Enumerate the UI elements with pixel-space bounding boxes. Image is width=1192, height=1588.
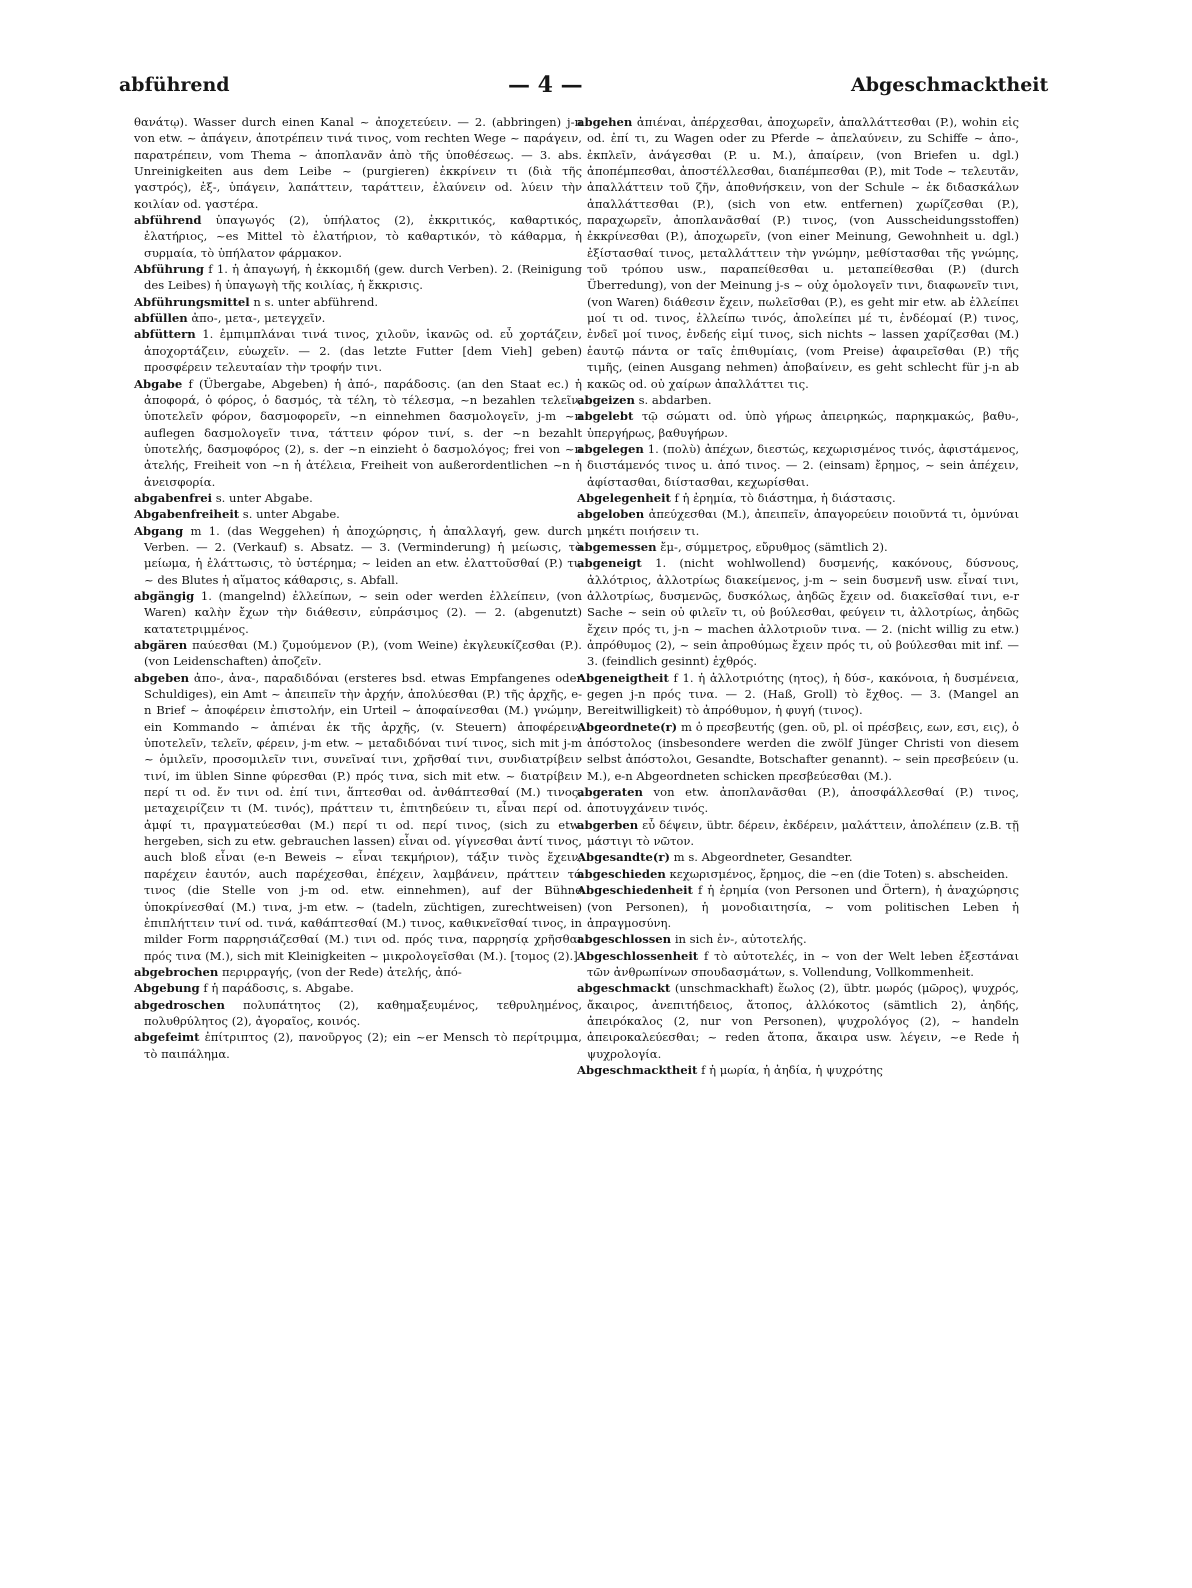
- entry-headword: Abführungsmittel: [134, 294, 250, 309]
- entry-definition: m ὁ πρεσβευτής (gen. οῦ, pl. οἱ πρέσβεις, εων, εσι, εις), ὁ ἀπόστολος (insbesondere werden die zwölf Jünger Christi von diesem selbst ἀπόστολοι, Gesandte, Botschafter genannt). ~ sein πρεσβεύειν (u. M.), e-n Abgeordneten schicken πρεσβεύεσθαι (M.).: [587, 719, 1020, 783]
- entry-headword: abgeneigt: [577, 556, 642, 571]
- entry-definition: f 1. ἡ ἀλλοτριότης (ητος), ἡ δύσ-, κακόνοια, ἡ δυσμένεια, gegen j-n πρός τινα. — 2. (Haß, Groll) τὸ ἔχθος. — 3. (Mangel an Bereitwilligkeit) τὸ ἀπρόθυμον, ἡ φυγή (τινος).: [587, 670, 1020, 718]
- entry-headword: abgebrochen: [134, 964, 219, 979]
- dictionary-entry: [577, 719, 1019, 784]
- entry-headword: abgeraten: [577, 785, 643, 800]
- entry-headword: Abgabe: [134, 376, 183, 391]
- dictionary-entry: [577, 539, 1019, 555]
- entry-definition: m s. Abgeordneter, Gesandter.: [673, 850, 853, 865]
- entry-definition: κεχωρισμένος, ἔρημος, die ~en (die Toten) s. abscheiden.: [669, 866, 1009, 881]
- dictionary-entry: [577, 114, 1019, 392]
- entry-definition: s. unter Abgabe.: [215, 490, 313, 505]
- entry-headword: abfüttern: [134, 327, 196, 342]
- running-head-right: Abgeschmacktheit: [851, 74, 1049, 96]
- dictionary-entry: [134, 964, 582, 980]
- entry-definition: (unschmackhaft) ἕωλος (2), übtr. μωρός (μῶρος), ψυχρός, ἄκαιρος, ἀνεπιτήδειος, ἄτοπος, ἀλλόκοτος (sämtlich 2), ἀηδής, ἀπειρόκαλος (2, nur von Personen), ψυχρολόγος (2), ~ handeln ἀπειροκαλεύεσθαι; ~ reden ἄτοπα, ἄκαιρα usw. λέγειν, ~e Rede ἡ ψυχρολογία.: [587, 981, 1019, 1061]
- entry-headword: abführend: [134, 213, 202, 228]
- entry-definition: περιρραγής, (von der Rede) ἀτελής, ἀπό-: [222, 964, 462, 979]
- entry-headword: abgeschieden: [577, 866, 666, 881]
- entry-headword: Abgeschmacktheit: [577, 1062, 698, 1077]
- entry-headword: Abgabenfreiheit: [134, 507, 240, 522]
- entry-definition: 1. (πολὺ) ἀπέχων, διεστώς, κεχωρισμένος τινός, ἀφιστάμενος, διιστάμενός τινος u. ἀπό τινος. — 2. (einsam) ἔρημος, ~ sein ἀπέχειν, ἀφίστασθαι, διίστασθαι, κεχωρίσθαι.: [587, 441, 1019, 489]
- dictionary-entry: [577, 441, 1019, 490]
- entry-definition: n s. unter abführend.: [253, 294, 379, 309]
- dictionary-entry: [577, 555, 1019, 669]
- dictionary-entry: [134, 637, 582, 670]
- dictionary-entry: [577, 670, 1019, 719]
- entry-headword: Abgesandte(r): [577, 850, 670, 865]
- dictionary-entry: [134, 980, 582, 996]
- dictionary-entry: [577, 849, 1019, 865]
- entry-headword: abgären: [134, 638, 188, 652]
- dictionary-entry: [134, 588, 582, 637]
- entry-definition: f (Übergabe, Abgeben) ἡ ἀπό-, παράδοσις. (an den Staat ec.) ἡ ἀποφορά, ὁ φόρος, ὁ δασμός, τὰ τέλη, τὸ τέλεσμα, ~n bezahlen τελεῖν, ὑποτελεῖν φόρον, δασμοφορεῖν, ~n einnehmen δασμολογεῖν, j-m ~n auflegen δασμολογεῖν τινα, τάττειν φόρον τινί, s. der ~n bezahlt ὑποτελής, δασμοφόρος (2), s. der ~n einzieht ὁ δασμολόγος; frei von ~n ἀτελής, Freiheit von ~n ἡ ἀτέλεια, Freiheit von außerordentlichen ~n ἡ ἀνεισφορία.: [144, 376, 582, 489]
- entry-headword: abgabenfrei: [134, 490, 213, 505]
- dictionary-entry: [134, 212, 582, 261]
- entry-definition: τῷ σώματι od. ὑπὸ γήρως ἀπειρηκώς, παρηκμακώς, βαθυ-, ὑπεργήρως, βαθυγήρων.: [587, 409, 1020, 440]
- entry-headword: Abführung: [134, 262, 205, 277]
- dictionary-entry: [134, 310, 582, 326]
- entry-definition: ἀπο-, ἀνα-, παραδιδόναι (ersteres bsd. etwas Empfangenes oder Schuldiges), ein Amt ~ ἀπειπεῖν τὴν ἀρχήν, ἀπολύεσθαι (P.) τῆς ἀρχῆς, e-n Brief ~ ἀποφέρειν ἐπιστολήν, ein Urteil ~ ἀποφαίνεσθαι (M.) γνώμην, ein Kommando ~ ἀπιέναι ἐκ τῆς ἀρχῆς, (v. Steuern) ἀποφέρειν, ὑποτελεῖν, τελεῖν, φέρειν, j-m etw. ~ μεταδιδόναι τινί τινος, sich mit j-m ~ ὁμιλεῖν, προσομιλεῖν τινι, συνεῖναί τινι, χρῆσθαί τινι, συνδιατρίβειν τινί, im üblen Sinne φύρεσθαι (P.) πρός τινα, sich mit etw. ~ διατρίβειν περί τι od. ἔν τινι od. ἐπί τινι, ἅπτεσθαι od. ἀνθάπτεσθαί (M.) τινος, μεταχειρίζειν τι (M. τινός), πράττειν τι, ἐπιτηδεύειν τι, εἶναι περί od. ἀμφί τι, πραγματεύεσθαι (M.) περί τι od. περί τινος, (sich zu etw. hergeben, sich zu etw. gebrauchen lassen) εἶναι od. γίγνεσθαι ἀντί τινος, auch bloß εἶναι (e-n Beweis ~ εἶναι τεκμήριον), τάξιν τινὸς ἔχειν, παρέχειν ἑαυτόν, auch παρέχεσθαι, ἐπέχειν, λαμβάνειν, πράττειν τά τινος (die Stelle von j-m od. etw. einnehmen), auf der Bühne ὑποκρίνεσθαί (M.) τινα, j-m etw. ~ (tadeln, züchtigen, zurechtweisen) ἐπιπλήττειν τινί od. τινά, καθάπτεσθαί (M.) τινος, καθικνεῖσθαί τινος, in milder Form παρρησιάζεσθαί (M.) τινι od. πρός τινα, παρρησίᾳ χρῆσθαι πρός τινα (M.), sich mit Kleinigkeiten ~ μικρολογεῖσθαι (M.). [τομος (2).]: [144, 670, 582, 963]
- dictionary-entry: [577, 408, 1019, 441]
- dictionary-entry: [577, 490, 1019, 506]
- entry-definition: s. unter Abgabe.: [242, 507, 340, 522]
- entry-headword: abgemessen: [577, 539, 657, 554]
- entry-headword: abgefeimt: [134, 1030, 200, 1045]
- dictionary-entry: [577, 817, 1019, 850]
- entry-definition: ἐπίτριπτος (2), πανοῦργος (2); ein ~er Mensch τὸ περίτριμμα, τὸ παιπάλημα.: [144, 1030, 582, 1061]
- dictionary-entry: [577, 980, 1019, 1062]
- dictionary-entry: [134, 490, 582, 506]
- dictionary-entry: [134, 294, 582, 310]
- entry-headword: Abgeordnete(r): [577, 719, 678, 734]
- entry-definition: f ἡ παράδοσις, s. Abgabe.: [203, 981, 354, 996]
- dictionary-entry: [134, 261, 582, 294]
- entry-definition: ἀπεύχεσθαι (M.), ἀπειπεῖν, ἀπαγορεύειν ποιοῦντά τι, ὀμνύναι μηκέτι ποιήσειν τι.: [587, 507, 1019, 538]
- entry-headword: Abgeneigtheit: [577, 670, 669, 685]
- entry-headword: abgehen: [577, 115, 633, 129]
- entry-definition: ἔμ-, σύμμετρος, εὔρυθμος (sämtlich 2).: [660, 539, 888, 554]
- entry-headword: Abgeschlossenheit: [577, 948, 699, 963]
- entry-headword: abfüllen: [134, 311, 188, 326]
- entry-headword: abgeschmackt: [577, 981, 671, 996]
- entry-definition: in sich ἐν-, αὐτοτελής.: [674, 932, 807, 947]
- entry-headword: abgeloben: [577, 507, 645, 522]
- entry-headword: abgängig: [134, 588, 195, 603]
- dictionary-entry: [134, 326, 582, 375]
- entry-definition: f ἡ ἐρημία (von Personen und Örtern), ἡ ἀναχώρησις (von Personen), ἡ μονοδιαιτησία, ~ vom politischen Leben ἡ ἀπραγμοσύνη.: [587, 883, 1019, 930]
- entry-definition: ἀπο-, μετα-, μετεγχεῖν.: [191, 311, 326, 326]
- entry-headword: abgeschlossen: [577, 932, 672, 947]
- entry-definition: 1. (nicht wohlwollend) δυσμενής, κακόνους, δύσνους, ἀλλότριος, ἀλλοτρίως διακείμενος, j-m ~ sein δυσμενῆ usw. εἶναί τινι, ἀλλοτρίως, δυσμενῶς, δυσκόλως, ἀηδῶς ἔχειν od. διακεῖσθαί τινι, e-r Sache ~ sein οὐ φιλεῖν τι, οὐ βούλεσθαι, φεύγειν τι, ἀλλοτρίως, ἀηδῶς ἔχειν πρός τι, j-n ~ machen ἀλλοτριοῦν τινα. — 2. (nicht willig zu etw.) ἀπρόθυμος (2), ~ sein ἀπροθύμως ἔχειν πρός τι, οὐ βούλεσθαι mit inf. — 3. (feindlich gesinnt) ἐχθρός.: [587, 556, 1019, 669]
- dictionary-entry: [134, 670, 582, 964]
- dictionary-entry: [577, 392, 1019, 408]
- dictionary-entry: [134, 114, 582, 212]
- entry-headword: abgeizen: [577, 392, 635, 407]
- entry-headword: abgeben: [134, 670, 190, 685]
- dictionary-entry: [577, 948, 1019, 981]
- entry-definition: ἀπιέναι, ἀπέρχεσθαι, ἀποχωρεῖν, ἀπαλλάττεσθαι (P.), wohin εἰς od. ἐπί τι, zu Wagen oder zu Pferde ~ ἀπελαύνειν, zu Schiffe ~ ἀπο-, ἐκπλεῖν, ἀνάγεσθαι (P. u. M.), ἀπαίρειν, (von Briefen u. dgl.) ἀποπέμπεσθαι, ἀποστέλλεσθαι, διαπέμπεσθαι (P.), mit Tode ~ τελευτᾶν, ἀπαλλάττειν τοῦ ζῆν, ἀποθνήσκειν, von der Schule ~ ἐκ διδασκάλων ἀπαλλάττεσθαι (P.), (sich von etw. entfernen) χωρίζεσθαι (P.), παραχωρεῖν, ἀποπλανᾶσθαί (P.) τινος, (von Ausscheidungsstoffen) ἐκκρίνεσθαι (P.), ἀποχωρεῖν, (von einer Meinung, Gewohnheit u. dgl.) ἐξίστασθαί τινος, μεταλλάττειν τὴν γνώμην, μεθίστασθαι τῆς γνώμης, τοῦ τρόπου usw., παραπείθεσθαι u. μεταπείθεσθαι (P.) (durch Überredung), von der Meinung j-s ~ οὐχ ὁμολογεῖν τινι, διαφωνεῖν τινι, (von Waren) διάθεσιν ἔχειν, πωλεῖσθαι (P.), es geht mir etw. ab ἐλλείπει μοί τι od. τινος, ἐλλείπω τινός, ἀπολείπει μέ τι, ἐνδέομαί (P.) τινος, ἐνδεῖ μοί τινος, ἐνδεής εἰμί τινος, sich nichts ~ lassen χαρίζεσθαι (M.) ἑαυτῷ πάντα or ταῖς ἐπιθυμίαις, (vom Preise) ἀφαιρεῖσθαι (P.) τῆς τιμῆς, (einen Ausgang nehmen) ἀποβαίνειν, es geht schlecht für j-n ab κακῶς od. οὐ χαίρων ἀπαλλάττει τις.: [587, 115, 1019, 391]
- entry-definition: πολυπάτητος (2), καθημαξευμένος, τεθρυλημένος, πολυθρύλητος (2), ἀγοραῖος, κοινός.: [144, 997, 583, 1028]
- dictionary-entry: [577, 931, 1019, 947]
- entry-definition: 1. (mangelnd) ἐλλείπων, ~ sein oder werden ἐλλείπειν, (von Waren) καλὴν ἔχων τὴν διάθεσιν, εὐπράσιμος (2). — 2. (abgenutzt) κατατετριμμένος.: [144, 588, 582, 636]
- dictionary-entry: [577, 866, 1019, 882]
- entry-headword: abgelebt: [577, 409, 634, 424]
- entry-headword: Abgang: [134, 523, 184, 538]
- entry-definition: θανάτῳ). Wasser durch einen Kanal ~ ἀποχετεύειν. — 2. (abbringen) j-n von etw. ~ ἀπάγειν, ἀποτρέπειν τινά τινος, vom rechten Wege ~ παράγειν, παρατρέπειν, vom Thema ~ ἀποπλανᾶν ἀπὸ τῆς ὑποθέσεως. — 3. abs. Unreinigkeiten aus dem Leibe ~ (purgieren) ἐκκρίνειν τι (διὰ τῆς γαστρός), ἐξ-, ὑπάγειν, λαπάττειν, ταράττειν, ἐλαύνειν od. λύειν τὴν κοιλίαν od. γαστέρα.: [134, 115, 582, 211]
- entry-headword: abgedroschen: [134, 997, 225, 1012]
- right-column: [577, 114, 1019, 1078]
- entry-definition: m 1. (das Weggehen) ἡ ἀποχώρησις, ἡ ἀπαλλαγή, gew. durch Verben. — 2. (Verkauf) s. Absatz. — 3. (Verminderung) ἡ μείωσις, τὸ μείωμα, ἡ ἐλάττωσις, τὸ ὑστέρημα; ~ leiden an etw. ἐλαττοῦσθαί (P.) τι, ~ des Blutes ἡ αἵματος κάθαρσις, s. Abfall.: [144, 523, 583, 587]
- dictionary-entry: [134, 997, 582, 1030]
- dictionary-entry: [134, 1029, 582, 1062]
- entry-definition: f 1. ἡ ἀπαγωγή, ἡ ἐκκομιδή (gew. durch Verben). 2. (Reinigung des Leibes) ἡ ὑπαγωγὴ τῆς κοιλίας, ἡ ἔκκρισις.: [144, 262, 583, 293]
- dictionary-entry: [134, 376, 582, 490]
- entry-definition: ὑπαγωγός (2), ὑπήλατος (2), ἐκκριτικός, καθαρτικός, ἐλατήριος, ~es Mittel τὸ ἐλατήριον, τὸ καθαρτικόν, τὸ κάθαρμα, ἡ συρμαία, τὸ ὑπήλατον φάρμακον.: [144, 213, 583, 260]
- entry-definition: f τὸ αὐτοτελές, in ~ von der Welt leben ἐξεστάναι τῶν ἀνθρωπίνων σπουδασμάτων, s. Vollendung, Vollkommenheit.: [587, 948, 1020, 979]
- left-column: [134, 114, 582, 1062]
- dictionary-entry: [134, 506, 582, 522]
- entry-definition: f ἡ μωρία, ἡ ἀηδία, ἡ ψυχρότης: [701, 1062, 883, 1077]
- entry-definition: παύεσθαι (M.) ζυμούμενον (P.), (vom Weine) ἐκγλευκίζεσθαι (P.). (von Leidenschaften) ἀποζεῖν.: [144, 638, 582, 669]
- entry-headword: Abgebung: [134, 981, 200, 996]
- entry-definition: 1. ἐμπιμπλάναι τινά τινος, χιλοῦν, ἱκανῶς od. εὖ χορτάζειν, ἀποχορτάζειν, εὐωχεῖν. — 2. (das letzte Futter [dem Vieh] geben) προσφέρειν τελευταίαν τὴν τροφήν τινι.: [144, 327, 583, 375]
- page-number: — 4 —: [508, 72, 583, 98]
- entry-headword: Abgeschiedenheit: [577, 883, 693, 898]
- dictionary-entry: [577, 784, 1019, 817]
- dictionary-entry: [134, 523, 582, 588]
- entry-headword: abgerben: [577, 817, 639, 832]
- entry-definition: von etw. ἀποπλανᾶσθαι (P.), ἀποσφάλλεσθαί (P.) τινος, ἀποτυγχάνειν τινός.: [587, 785, 1020, 816]
- entry-headword: Abgelegenheit: [577, 490, 671, 505]
- entry-definition: s. abdarben.: [638, 392, 712, 407]
- entry-definition: εὖ δέψειν, übtr. δέρειν, ἐκδέρειν, μαλάττειν, ἀπολέπειν (z.B. τῇ μάστιγι τὸ νῶτον.: [587, 817, 1019, 849]
- dictionary-entry: [577, 882, 1019, 931]
- dictionary-entry: [577, 1062, 1019, 1078]
- running-head-left: abführend: [119, 74, 230, 96]
- entry-headword: abgelegen: [577, 441, 644, 456]
- entry-definition: f ἡ ἐρημία, τὸ διάστημα, ἡ διάστασις.: [674, 490, 896, 505]
- dictionary-entry: [577, 506, 1019, 539]
